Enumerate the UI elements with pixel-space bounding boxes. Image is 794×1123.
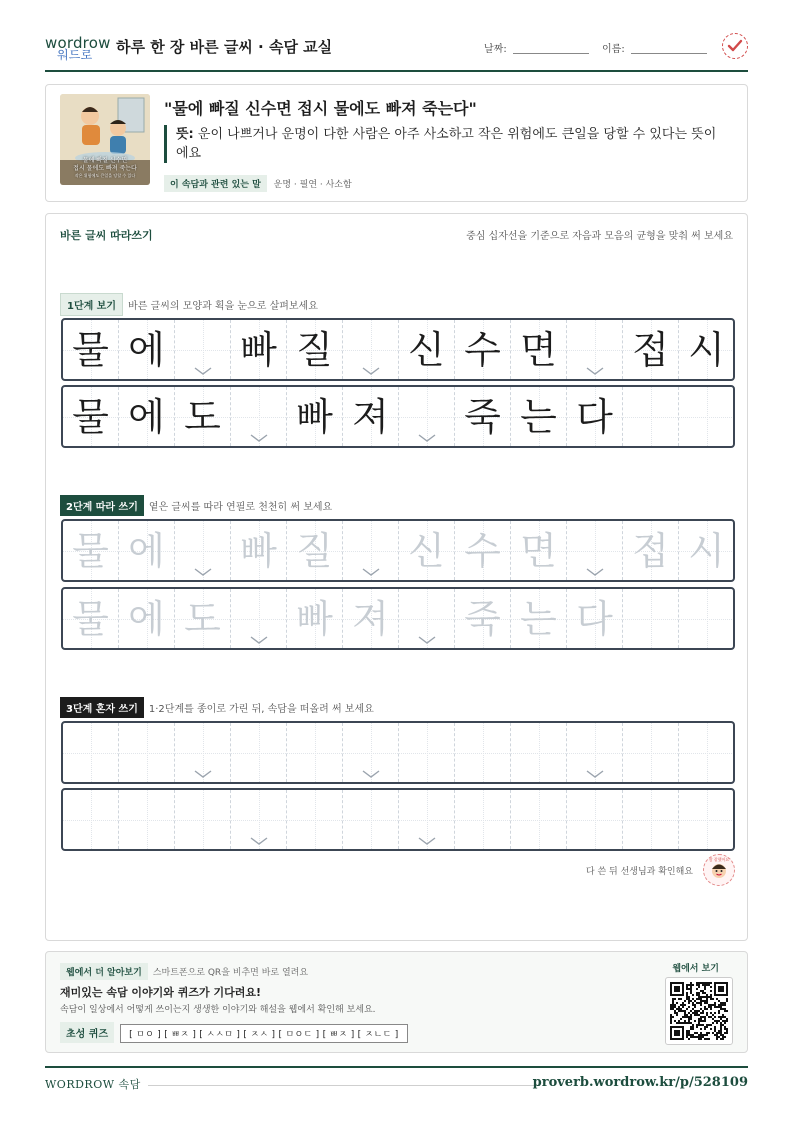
grid-cell[interactable]: [343, 589, 399, 648]
wordrow-logo: [45, 34, 111, 62]
web-tag-desc: 스마트폰으로 QR을 비추면 바로 열려요: [152, 968, 309, 978]
web-headline: 재미있는 속담 이야기와 퀴즈가 기다려요!: [60, 986, 261, 999]
grid-cell[interactable]: [343, 790, 399, 849]
image-caption-2: 접시 물에도 빠져 죽는다: [73, 165, 137, 172]
grid-cell: [63, 320, 119, 379]
footer-url[interactable]: proverb.wordrow.kr/p/528109: [532, 1075, 748, 1090]
grid-cell[interactable]: [175, 521, 231, 580]
grid-char: 에: [128, 528, 165, 573]
grid-cell: [231, 387, 287, 446]
meaning-box: [164, 125, 724, 163]
grid-cell[interactable]: [567, 790, 623, 849]
grid-cell[interactable]: [679, 589, 735, 648]
grid-cell[interactable]: [231, 723, 287, 782]
grid-cell[interactable]: [63, 723, 119, 782]
grid-cell[interactable]: [455, 723, 511, 782]
grid-char: 는: [520, 394, 557, 439]
space-mark-icon: [362, 567, 380, 577]
space-mark-icon: [418, 635, 436, 645]
grid-cell[interactable]: [511, 521, 567, 580]
grid-cell: [63, 387, 119, 446]
grid-char: 질: [296, 327, 333, 372]
space-mark-icon: [194, 769, 212, 779]
step1-desc: 바른 글씨의 모양과 획을 눈으로 살펴보세요: [128, 301, 318, 312]
grid-char: 에: [128, 327, 165, 372]
step2-header: [60, 495, 332, 516]
web-tag: 웹에서 더 알아보기: [60, 963, 148, 980]
grid-cell: [399, 387, 455, 446]
date-label: 날짜:: [484, 44, 507, 55]
grid-char: 신: [408, 327, 445, 372]
quiz-box: [ ㅁㅇ ] [ ㅃㅈ ] [ ㅅㅅㅁ ] [ ㅈㅅ ] [ ㅁㅇㄷ ] [ ㅃㅈ ] [ ㅈㄴㄷ ]: [120, 1024, 407, 1043]
step1-label: 1단계 보기: [60, 293, 123, 316]
related-words-list: 운명 · 필연 · 사소함: [273, 180, 352, 190]
step3-label: 3단계 혼자 쓰기: [60, 697, 144, 718]
grid-char: 수: [464, 528, 501, 573]
grid-char: 물: [72, 528, 109, 573]
grid-cell[interactable]: [399, 589, 455, 648]
checkmark-icon: [726, 37, 744, 55]
grid-cell[interactable]: [231, 521, 287, 580]
image-caption-1: 물에 빠질 신수면: [82, 157, 128, 164]
space-mark-icon: [586, 769, 604, 779]
image-caption-3: 작은 위험에도 큰일을 당할 수 있다: [74, 173, 136, 178]
grid-cell[interactable]: [287, 790, 343, 849]
grid-char: 시: [688, 327, 725, 372]
grid-char: 에: [128, 596, 165, 641]
step3-header: [60, 697, 374, 718]
grid-cell[interactable]: [399, 723, 455, 782]
grid-char: 빠: [296, 596, 333, 641]
grid-cell[interactable]: [567, 521, 623, 580]
step1-row-2: [61, 385, 735, 448]
grid-char: 죽: [464, 394, 501, 439]
grid-char: 질: [296, 528, 333, 573]
grid-cell: [511, 387, 567, 446]
teacher-stamp-text: 참 잘했어요: [708, 857, 730, 862]
grid-char: 빠: [240, 327, 277, 372]
grid-cell: [399, 320, 455, 379]
space-mark-icon: [250, 635, 268, 645]
grid-cell[interactable]: [287, 723, 343, 782]
grid-cell: [287, 387, 343, 446]
name-label: 이름:: [602, 44, 625, 55]
step2-row-2[interactable]: [61, 587, 735, 650]
proverb-card: [45, 84, 748, 202]
space-mark-icon: [362, 769, 380, 779]
grid-char: 신: [408, 528, 445, 573]
grid-char: 접: [632, 327, 669, 372]
logo-text: wordrow: [45, 34, 111, 52]
qr-label: 웹에서 보기: [672, 964, 719, 974]
space-mark-icon: [362, 366, 380, 376]
grid-cell[interactable]: [119, 790, 175, 849]
practice-title: 바른 글씨 따라쓰기: [60, 229, 153, 242]
grid-cell[interactable]: [455, 790, 511, 849]
grid-char: 다: [576, 596, 613, 641]
grid-cell: [343, 320, 399, 379]
grid-cell: [567, 387, 623, 446]
grid-cell[interactable]: [399, 790, 455, 849]
grid-cell: [567, 320, 623, 379]
grid-cell[interactable]: [119, 521, 175, 580]
grid-char: 는: [520, 596, 557, 641]
grid-cell: [623, 387, 679, 446]
grid-cell[interactable]: [567, 723, 623, 782]
date-field[interactable]: [484, 40, 589, 55]
grid-cell[interactable]: [567, 589, 623, 648]
grid-cell[interactable]: [511, 589, 567, 648]
grid-cell: [231, 320, 287, 379]
grid-cell[interactable]: [287, 589, 343, 648]
grid-char: 다: [576, 394, 613, 439]
teacher-stamp-icon: [703, 854, 735, 886]
date-line[interactable]: [513, 44, 589, 54]
grid-cell: [455, 320, 511, 379]
grid-cell[interactable]: [623, 589, 679, 648]
footer-brand: WORDROW 속담: [45, 1078, 141, 1091]
grid-cell: [287, 320, 343, 379]
grid-cell: [175, 387, 231, 446]
grid-char: 도: [184, 394, 221, 439]
space-mark-icon: [418, 433, 436, 443]
grid-cell[interactable]: [287, 521, 343, 580]
step3-row-2[interactable]: [61, 788, 735, 851]
grid-cell: [455, 387, 511, 446]
footer-rule: [148, 1085, 540, 1086]
step1-header: [60, 293, 318, 316]
grid-char: 빠: [296, 394, 333, 439]
grid-char: 에: [128, 394, 165, 439]
grid-cell: [679, 320, 735, 379]
grid-char: 물: [72, 394, 109, 439]
grid-char: 면: [520, 327, 557, 372]
grid-cell[interactable]: [679, 521, 735, 580]
grid-cell[interactable]: [455, 521, 511, 580]
logo-sub-text: 워드로: [57, 48, 93, 62]
grid-cell[interactable]: [343, 521, 399, 580]
grid-cell[interactable]: [455, 589, 511, 648]
step3-desc: 1·2단계를 종이로 가린 뒤, 속담을 떠올려 써 보세요: [148, 704, 374, 715]
space-mark-icon: [418, 836, 436, 846]
space-mark-icon: [194, 567, 212, 577]
grid-cell[interactable]: [175, 723, 231, 782]
related-words: [164, 175, 352, 192]
grid-char: 수: [464, 327, 501, 372]
web-promo-section: [45, 951, 748, 1053]
step2-desc: 옅은 글씨를 따라 연필로 천천히 써 보세요: [148, 502, 333, 513]
proverb-title: "물에 빠질 신수면 접시 물에도 빠져 죽는다": [164, 99, 477, 118]
page-header: [45, 30, 748, 72]
grid-cell[interactable]: [63, 790, 119, 849]
grid-char: 져: [352, 394, 389, 439]
meaning-text: 운이 나쁘거나 운명이 다한 사람은 아주 사소하고 작은 위험에도 큰일을 당할 수 있다는 뜻이에요: [176, 127, 717, 161]
page-footer: [45, 1066, 748, 1096]
grid-char: 물: [72, 327, 109, 372]
grid-char: 죽: [464, 596, 501, 641]
teacher-note: 다 쓴 뒤 선생님과 확인해요: [585, 867, 693, 877]
grid-char: 도: [184, 596, 221, 641]
grid-char: 접: [632, 528, 669, 573]
page-title: 하루 한 장 바른 글씨 · 속담 교실: [116, 38, 333, 56]
grid-cell: [679, 387, 735, 446]
grid-cell[interactable]: [175, 790, 231, 849]
name-field[interactable]: [602, 40, 707, 55]
space-mark-icon: [194, 366, 212, 376]
grid-cell: [119, 387, 175, 446]
grid-cell: [175, 320, 231, 379]
meaning-label: 뜻:: [176, 127, 194, 142]
grid-cell[interactable]: [679, 723, 735, 782]
chosung-quiz: [60, 1022, 408, 1043]
grid-char: 물: [72, 596, 109, 641]
grid-cell[interactable]: [623, 521, 679, 580]
grid-cell: [119, 320, 175, 379]
grid-cell[interactable]: [119, 723, 175, 782]
grid-cell[interactable]: [231, 790, 287, 849]
related-label: 이 속담과 관련 있는 말: [164, 175, 267, 192]
step3-row-1[interactable]: [61, 721, 735, 784]
proverb-illustration: [60, 94, 150, 185]
space-mark-icon: [250, 433, 268, 443]
grid-cell: [343, 387, 399, 446]
grid-cell[interactable]: [623, 790, 679, 849]
grid-cell[interactable]: [63, 589, 119, 648]
qr-code[interactable]: [665, 977, 733, 1045]
space-mark-icon: [586, 366, 604, 376]
grid-cell[interactable]: [399, 521, 455, 580]
grid-cell[interactable]: [679, 790, 735, 849]
space-mark-icon: [586, 567, 604, 577]
web-tag-row: [60, 963, 308, 980]
grid-cell[interactable]: [63, 521, 119, 580]
name-line[interactable]: [631, 44, 707, 54]
step1-row-1: [61, 318, 735, 381]
qr-code-icon: [670, 982, 728, 1040]
step2-label: 2단계 따라 쓰기: [60, 495, 144, 516]
grid-char: 빠: [240, 528, 277, 573]
grid-char: 시: [688, 528, 725, 573]
grid-cell[interactable]: [119, 589, 175, 648]
grid-cell: [623, 320, 679, 379]
grid-cell[interactable]: [343, 723, 399, 782]
practice-hint: 중심 십자선을 기준으로 자음과 모음의 균형을 맞춰 써 보세요: [466, 231, 733, 242]
step2-row-1[interactable]: [61, 519, 735, 582]
web-description: 속담이 일상에서 어떻게 쓰이는지 생생한 이야기와 해설을 웹에서 확인해 보세요.: [60, 1005, 376, 1015]
quiz-label: 초성 퀴즈: [60, 1022, 114, 1043]
grid-cell[interactable]: [231, 589, 287, 648]
grid-cell[interactable]: [623, 723, 679, 782]
grid-char: 져: [352, 596, 389, 641]
practice-section: [45, 213, 748, 941]
grid-cell[interactable]: [175, 589, 231, 648]
grid-cell: [511, 320, 567, 379]
space-mark-icon: [250, 836, 268, 846]
grid-char: 면: [520, 528, 557, 573]
check-stamp-icon: [722, 33, 748, 59]
grid-cell[interactable]: [511, 723, 567, 782]
grid-cell[interactable]: [511, 790, 567, 849]
